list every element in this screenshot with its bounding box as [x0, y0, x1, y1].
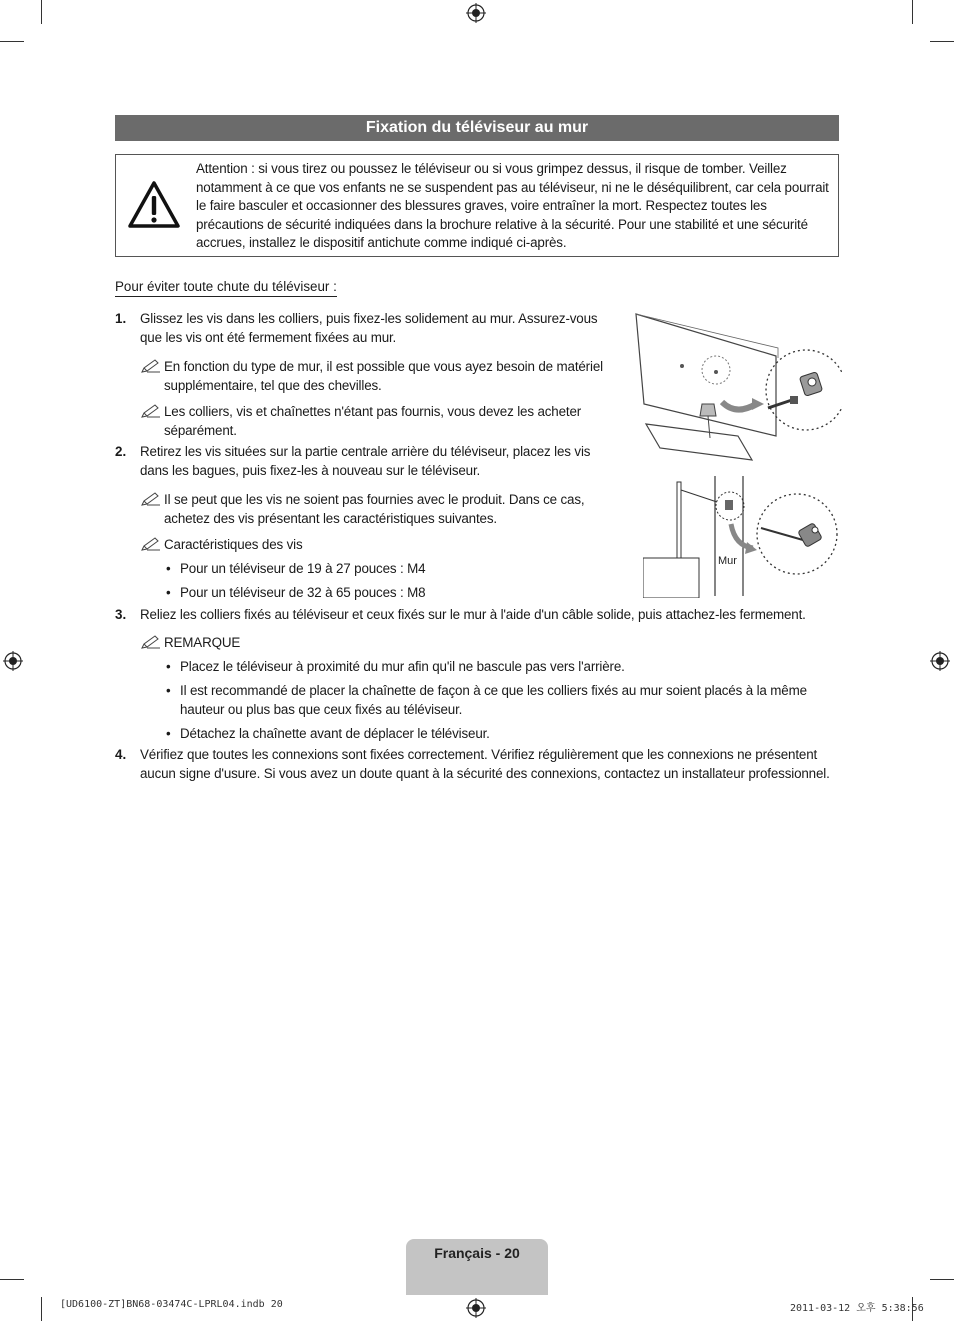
remark-item: Détachez la chaînette avant de déplacer le téléviseur. [180, 726, 490, 741]
crop-mark [930, 41, 954, 42]
bullet-mark: • [166, 585, 171, 600]
page-label: Français - 20 [434, 1245, 520, 1261]
subheading: Pour éviter toute chute du téléviseur : [115, 279, 337, 297]
warning-box [115, 154, 839, 257]
screw-spec-item: Pour un téléviseur de 19 à 27 pouces : M4 [180, 561, 426, 576]
section-title [115, 115, 839, 141]
step-number: 3. [115, 607, 127, 622]
bullet-mark: • [166, 683, 171, 698]
note-pencil-icon [141, 404, 161, 418]
crop-mark [0, 41, 24, 42]
warning-text [196, 160, 832, 253]
bullet-mark: • [166, 726, 171, 741]
wall-label: Mur [718, 555, 737, 567]
remark-item: Il est recommandé de placer la chaînette de façon à ce que les colliers fixés au mur soient placés à la même hauteur ou plus bas que ceux fixés au téléviseur. [180, 683, 807, 717]
note-text: Les colliers, vis et chaînettes n'étant pas fournis, vous devez les acheter séparément. [164, 404, 582, 438]
tv-back-illustration [626, 308, 842, 470]
note-text: En fonction du type de mur, il est possible que vous ayez besoin de matériel supplémentaire, tel que des chevilles. [164, 359, 603, 393]
step-number: 4. [115, 747, 127, 762]
wall-side-illustration [643, 476, 843, 598]
crop-mark [41, 0, 42, 24]
screw-spec-item: Pour un téléviseur de 32 à 65 pouces : M8 [180, 585, 426, 600]
step-text: Reliez les colliers fixés au téléviseur et ceux fixés sur le mur à l'aide d'un câble solide, puis attachez-les fermement. [140, 607, 806, 622]
registration-mark-icon [3, 651, 23, 671]
warning-label: Attention [196, 161, 248, 176]
registration-mark-icon [930, 651, 950, 671]
note-text: Il se peut que les vis ne soient pas fournies avec le produit. Dans ce cas, achetez des vis présentant les caractéristiques suivantes. [164, 492, 585, 526]
registration-mark-icon [466, 1298, 486, 1318]
crop-mark [41, 1297, 42, 1321]
bullet-mark: • [166, 561, 171, 576]
step-text: Glissez les vis dans les colliers, puis fixez-les solidement au mur. Assurez-vous que les vis ont été fermement fixées au mur. [140, 311, 598, 345]
warning-body: : si vous tirez ou poussez le téléviseur ou si vous grimpez dessus, il risque de tomber. Veillez notamment à ce que vos enfants ne se suspendent pas au téléviseur, ni ne le déséquilibrent, car cela pourrait le faire basculer et occasionner des blessures graves, voire entraîner la mort. Respectez toutes les précautions de sécurité indiquées dans la brochure relative à la sécurité. Pour une stabilité et une sécurité accrues, installez le dispositif antichute comme indiqué ci-après. [196, 161, 829, 251]
warning-triangle-icon [126, 179, 182, 231]
print-slug-right: 2011-03-12 오후 5:38:56 [790, 1303, 924, 1314]
step-number: 2. [115, 444, 127, 459]
bullet-mark: • [166, 659, 171, 674]
note-pencil-icon [141, 635, 161, 649]
note-text: Caractéristiques des vis [164, 537, 303, 552]
crop-mark [0, 1279, 24, 1280]
step-number: 1. [115, 311, 127, 326]
step-text: Vérifiez que toutes les connexions sont fixées correctement. Vérifiez régulièrement que les connexions ne présentent aucun signe d'usure. Si vous avez un doute quant à la sécurité des connexions, contactez un installateur professionnel. [140, 747, 830, 781]
crop-mark [912, 0, 913, 24]
section-title-text: Fixation du téléviseur au mur [365, 119, 589, 136]
crop-mark [930, 1279, 954, 1280]
note-pencil-icon [141, 492, 161, 506]
registration-mark-icon [466, 3, 486, 23]
step-text: Retirez les vis situées sur la partie centrale arrière du téléviseur, placez les vis dans les bagues, puis fixez-les à nouveau sur le téléviseur. [140, 444, 591, 478]
remark-item: Placez le téléviseur à proximité du mur afin qu'il ne bascule pas vers l'arrière. [180, 659, 625, 674]
note-pencil-icon [141, 537, 161, 551]
note-pencil-icon [141, 359, 161, 373]
note-text: REMARQUE [164, 635, 241, 650]
print-slug-left: [UD6100-ZT]BN68-03474C-LPRL04.indb 20 [60, 1299, 283, 1310]
